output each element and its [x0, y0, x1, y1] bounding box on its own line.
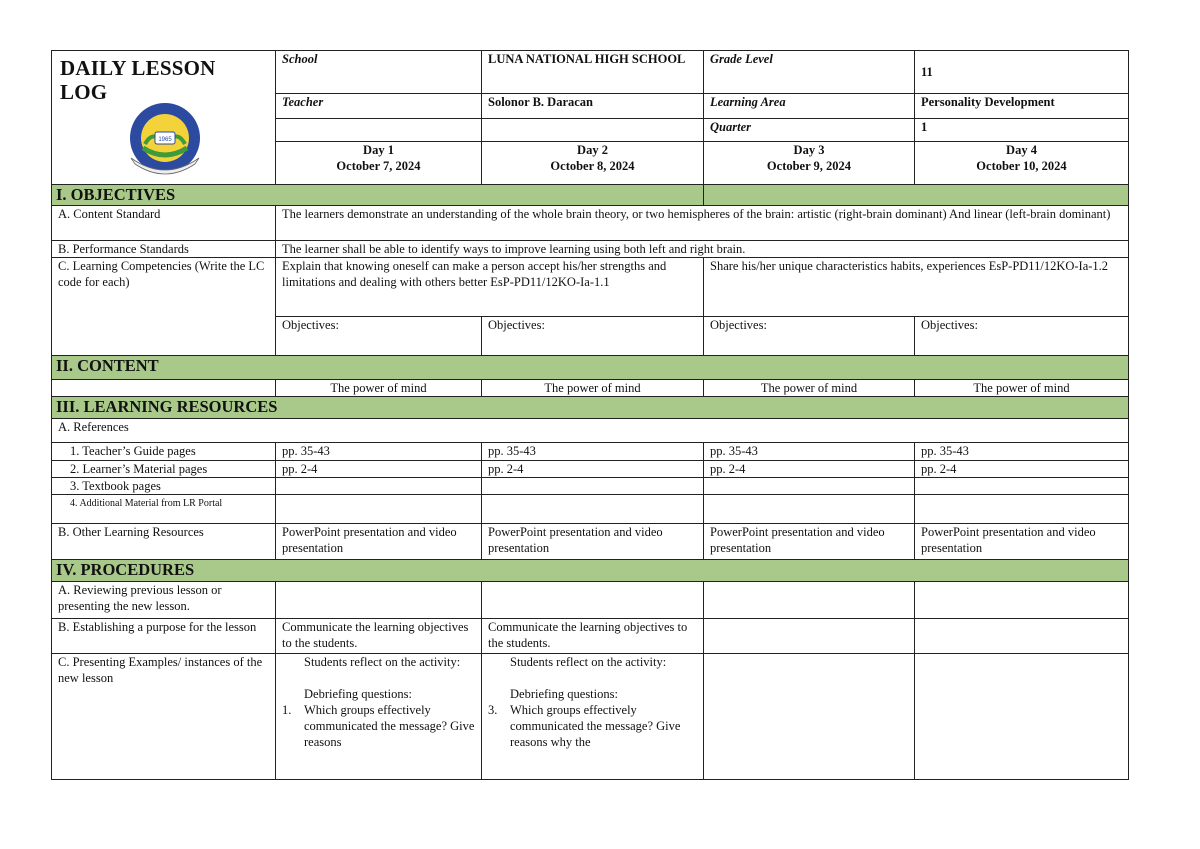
- empty-cell: [915, 582, 1129, 619]
- empty-cell: [704, 619, 915, 654]
- objectives-day-4: Objectives:: [915, 317, 1129, 356]
- empty-cell: [276, 582, 482, 619]
- tg-day-3: pp. 35-43: [704, 443, 915, 461]
- review-label: A. Reviewing previous lesson or presenting the new lesson.: [52, 582, 276, 619]
- section-procedures: IV. PROCEDURES: [52, 560, 1129, 582]
- competencies-label: C. Learning Competencies (Write the LC code for each): [52, 258, 276, 356]
- other-day-4: PowerPoint presentation and video presentation: [915, 524, 1129, 560]
- empty-cell: [482, 478, 704, 495]
- page-title: DAILY LESSON LOG: [60, 56, 216, 104]
- title-cell: [52, 51, 276, 185]
- additional-label: 4. Additional Material from LR Portal: [52, 495, 276, 524]
- objectives-day-3: Objectives:: [704, 317, 915, 356]
- empty-cell: [704, 582, 915, 619]
- daily-lesson-log-table: [51, 50, 1129, 780]
- objectives-day-2: Objectives:: [482, 317, 704, 356]
- topic-day-1: The power of mind: [276, 380, 482, 397]
- school-seal-icon: [123, 100, 207, 180]
- objectives-day-1: Objectives:: [276, 317, 482, 356]
- empty-cell: [704, 478, 915, 495]
- empty-cell: [482, 119, 704, 142]
- empty-cell: [915, 495, 1129, 524]
- competency-days-1-2: Explain that knowing oneself can make a person accept his/her strengths and limitations and dealing with others better EsP-PD11/12KO-Ia-1.1: [276, 258, 704, 317]
- empty-cell: [482, 582, 704, 619]
- examples-day-1: Students reflect on the activity: Debriefing questions: 1. Which groups effectively communicated the message? Give reasons: [276, 654, 482, 780]
- teacher-label: Teacher: [276, 93, 482, 118]
- empty-cell: [704, 654, 915, 780]
- empty-cell: [482, 495, 704, 524]
- area-label: Learning Area: [704, 93, 915, 118]
- empty-cell: [915, 478, 1129, 495]
- tg-day-1: pp. 35-43: [276, 443, 482, 461]
- empty-cell: [915, 619, 1129, 654]
- school-value: LUNA NATIONAL HIGH SCHOOL: [482, 51, 704, 94]
- quarter-value: 1: [915, 119, 1129, 142]
- examples-label: C. Presenting Examples/ instances of the new lesson: [52, 654, 276, 780]
- lm-day-2: pp. 2-4: [482, 461, 704, 478]
- section-content: II. CONTENT: [52, 356, 1129, 380]
- purpose-day-1: Communicate the learning objectives to the students.: [276, 619, 482, 654]
- other-day-2: PowerPoint presentation and video presentation: [482, 524, 704, 560]
- lm-day-4: pp. 2-4: [915, 461, 1129, 478]
- content-standard-label: A. Content Standard: [52, 206, 276, 241]
- teacher-value: Solonor B. Daracan: [482, 93, 704, 118]
- school-logo: [60, 100, 269, 184]
- grade-label: Grade Level: [704, 51, 915, 94]
- area-value: Personality Development: [915, 93, 1129, 118]
- grade-value: 11: [915, 51, 1129, 94]
- day-header-2: Day 2 October 8, 2024: [482, 142, 704, 185]
- topic-day-4: The power of mind: [915, 380, 1129, 397]
- svg-text:1965: 1965: [157, 137, 172, 143]
- topic-day-3: The power of mind: [704, 380, 915, 397]
- lm-label: 2. Learner’s Material pages: [52, 461, 276, 478]
- empty-cell: [52, 380, 276, 397]
- tg-label: 1. Teacher’s Guide pages: [52, 443, 276, 461]
- content-standard-text: The learners demonstrate an understanding of the whole brain theory, or two hemispheres of the brain: artistic (right-brain dominant) And linear (left-brain dominant): [276, 206, 1129, 241]
- empty-cell: [276, 495, 482, 524]
- other-resources-label: B. Other Learning Resources: [52, 524, 276, 560]
- section-objectives: I. OBJECTIVES: [52, 185, 704, 206]
- tg-day-4: pp. 35-43: [915, 443, 1129, 461]
- empty-cell: [704, 495, 915, 524]
- tg-day-2: pp. 35-43: [482, 443, 704, 461]
- performance-text: The learner shall be able to identify ways to improve learning using both left and right brain.: [276, 241, 1129, 258]
- topic-day-2: The power of mind: [482, 380, 704, 397]
- quarter-label: Quarter: [704, 119, 915, 142]
- purpose-label: B. Establishing a purpose for the lesson: [52, 619, 276, 654]
- empty-cell: [276, 119, 482, 142]
- performance-label: B. Performance Standards: [52, 241, 276, 258]
- empty-cell: [915, 654, 1129, 780]
- day-header-3: Day 3 October 9, 2024: [704, 142, 915, 185]
- section-fill: [704, 185, 1129, 206]
- purpose-day-2: Communicate the learning objectives to the students.: [482, 619, 704, 654]
- section-resources: III. LEARNING RESOURCES: [52, 397, 1129, 419]
- school-label: School: [276, 51, 482, 94]
- day-header-4: Day 4 October 10, 2024: [915, 142, 1129, 185]
- references-label: A. References: [52, 419, 1129, 443]
- lm-day-1: pp. 2-4: [276, 461, 482, 478]
- other-day-3: PowerPoint presentation and video presentation: [704, 524, 915, 560]
- other-day-1: PowerPoint presentation and video presentation: [276, 524, 482, 560]
- lm-day-3: pp. 2-4: [704, 461, 915, 478]
- examples-day-2: Students reflect on the activity: Debriefing questions: 3. Which groups effectively communicated the message? Give reasons why the: [482, 654, 704, 780]
- textbook-label: 3. Textbook pages: [52, 478, 276, 495]
- day-header-1: Day 1 October 7, 2024: [276, 142, 482, 185]
- competency-days-3-4: Share his/her unique characteristics habits, experiences EsP-PD11/12KO-Ia-1.2: [704, 258, 1129, 317]
- empty-cell: [276, 478, 482, 495]
